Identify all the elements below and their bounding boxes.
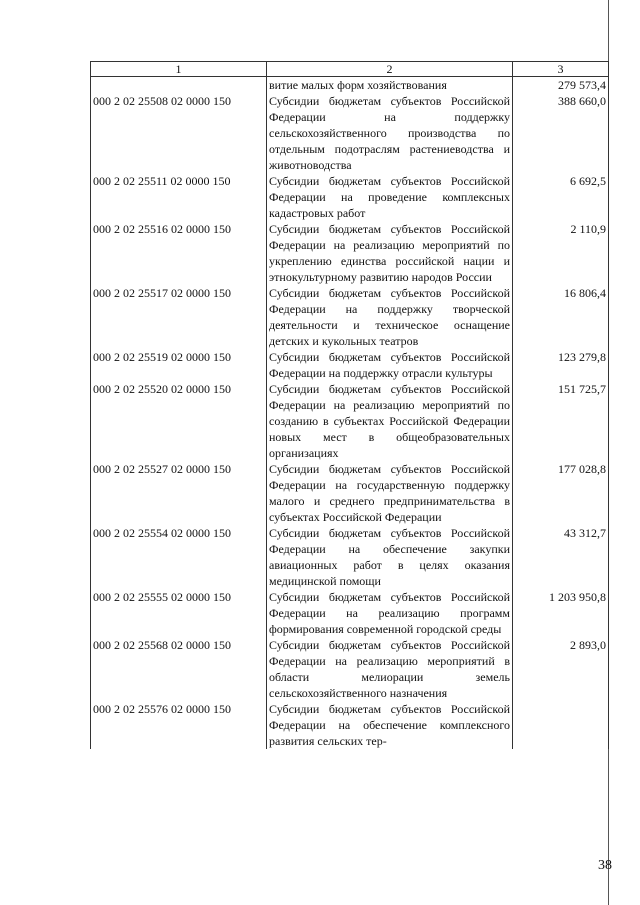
table-row — [91, 93, 609, 173]
table-row — [91, 285, 609, 349]
row-amount: 177 028,8 — [513, 461, 609, 525]
table-row — [91, 637, 609, 701]
table-row — [91, 349, 609, 381]
row-code: 000 2 02 25568 02 0000 150 — [91, 637, 267, 701]
row-amount: 388 660,0 — [513, 93, 609, 173]
row-amount: 2 893,0 — [513, 637, 609, 701]
row-amount — [513, 701, 609, 749]
row-code: 000 2 02 25576 02 0000 150 — [91, 701, 267, 749]
row-code: 000 2 02 25517 02 0000 150 — [91, 285, 267, 349]
row-description: Субсидии бюджетам субъектов Российской Федерации на поддержку сельскохозяйственного производства по отдельным подотраслям растениеводства и животноводства — [267, 93, 513, 173]
row-code: 000 2 02 25516 02 0000 150 — [91, 221, 267, 285]
row-description: витие малых форм хозяйствования — [267, 77, 513, 94]
row-description: Субсидии бюджетам субъектов Российской Федерации на реализацию мероприятий по созданию в субъектах Российской Федерации новых мест в общеобразовательных организациях — [267, 381, 513, 461]
row-description: Субсидии бюджетам субъектов Российской Федерации на государственную поддержку малого и среднего предпринимательства в субъектах Российской Федерации — [267, 461, 513, 525]
row-description: Субсидии бюджетам субъектов Российской Федерации на обеспечение закупки авиационных работ в целях оказания медицинской помощи — [267, 525, 513, 589]
table-row — [91, 173, 609, 221]
row-code: 000 2 02 25508 02 0000 150 — [91, 93, 267, 173]
table-row — [91, 589, 609, 637]
column-header-1: 1 — [91, 62, 267, 77]
row-code: 000 2 02 25519 02 0000 150 — [91, 349, 267, 381]
table-row — [91, 221, 609, 285]
row-amount: 123 279,8 — [513, 349, 609, 381]
table-row — [91, 461, 609, 525]
row-amount: 16 806,4 — [513, 285, 609, 349]
row-amount: 151 725,7 — [513, 381, 609, 461]
row-description: Субсидии бюджетам субъектов Российской Федерации на обеспечение комплексного развития сельских тер- — [267, 701, 513, 749]
row-code: 000 2 02 25527 02 0000 150 — [91, 461, 267, 525]
row-amount: 279 573,4 — [513, 77, 609, 94]
row-amount: 2 110,9 — [513, 221, 609, 285]
table-row — [91, 381, 609, 461]
table-row — [91, 525, 609, 589]
row-amount: 6 692,5 — [513, 173, 609, 221]
column-header-2: 2 — [267, 62, 513, 77]
row-description: Субсидии бюджетам субъектов Российской Федерации на поддержку творческой деятельности и техническое оснащение детских и кукольных театров — [267, 285, 513, 349]
row-code — [91, 77, 267, 94]
row-code: 000 2 02 25511 02 0000 150 — [91, 173, 267, 221]
row-description: Субсидии бюджетам субъектов Российской Федерации на проведение комплексных кадастровых работ — [267, 173, 513, 221]
row-description: Субсидии бюджетам субъектов Российской Федерации на реализацию мероприятий по укреплению единства российской нации и этнокультурному развитию народов России — [267, 221, 513, 285]
row-description: Субсидии бюджетам субъектов Российской Федерации на поддержку отрасли культуры — [267, 349, 513, 381]
row-code: 000 2 02 25520 02 0000 150 — [91, 381, 267, 461]
row-description: Субсидии бюджетам субъектов Российской Федерации на реализацию мероприятий в области мелиорации земель сельскохозяйственного назначения — [267, 637, 513, 701]
row-code: 000 2 02 25555 02 0000 150 — [91, 589, 267, 637]
budget-table — [90, 61, 609, 749]
row-description: Субсидии бюджетам субъектов Российской Федерации на реализацию программ формирования современной городской среды — [267, 589, 513, 637]
row-amount: 43 312,7 — [513, 525, 609, 589]
column-header-3: 3 — [513, 62, 609, 77]
table-row — [91, 701, 609, 749]
row-amount: 1 203 950,8 — [513, 589, 609, 637]
table-header-row — [91, 62, 609, 77]
row-code: 000 2 02 25554 02 0000 150 — [91, 525, 267, 589]
table-row — [91, 77, 609, 94]
page-number: 38 — [598, 858, 612, 873]
